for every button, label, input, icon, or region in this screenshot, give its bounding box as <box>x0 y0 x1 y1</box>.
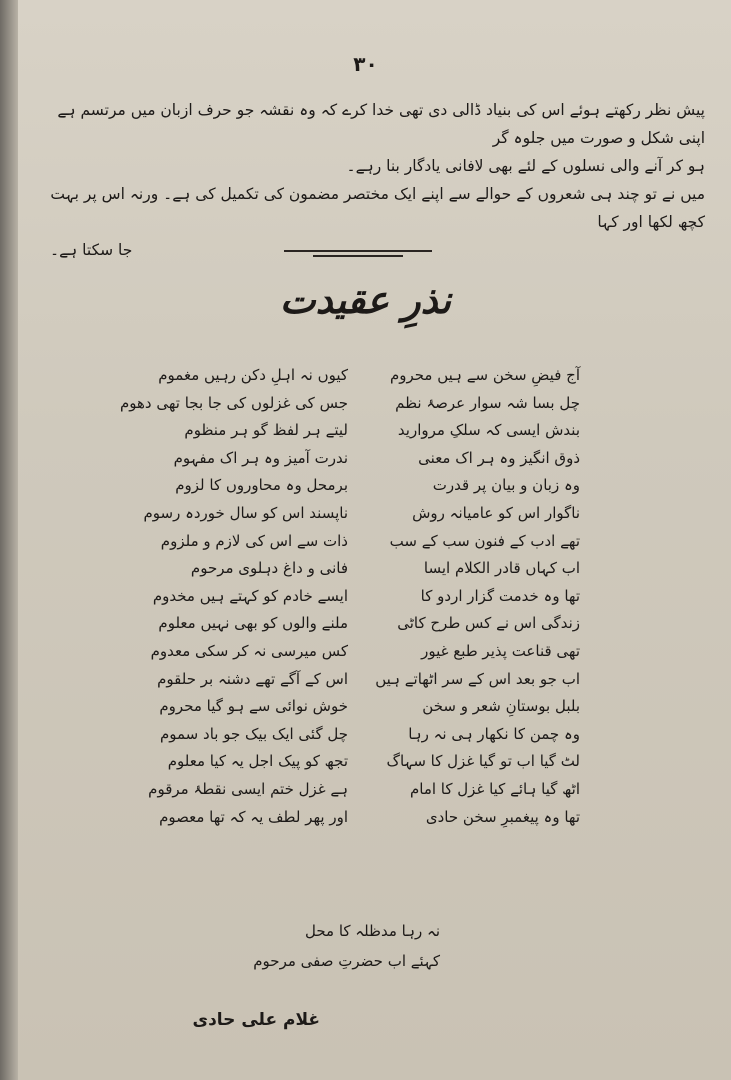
poem-title: نذرِ عقیدت <box>279 278 452 322</box>
poem-line: ملنے والوں کو بھی نہیں معلوم <box>158 614 348 633</box>
poem-line: کس میرسی نہ کر سکی معدوم <box>150 641 348 660</box>
closing-line: کہئے اب حضرتِ صفی مرحوم <box>253 952 440 970</box>
poem-line: ذوق انگیز وہ ہر اک معنی <box>418 448 580 467</box>
poem-line: اب کہاں قادر الکلام ایسا <box>423 559 580 578</box>
poem-line: برمحل وہ محاوروں کا لزوم <box>175 476 348 495</box>
poem-line: اب جو بعد اس کے سر اٹھاتے ہیں <box>375 669 580 688</box>
prose-line-4: جا سکتا ہے۔ <box>50 241 133 259</box>
poem-line: آج فیضِ سخن سے ہیں محروم <box>389 366 580 384</box>
poem-line: خوش نوائی سے ہو گیا محروم <box>159 697 348 716</box>
poem-line: ایسے خادم کو کہتے ہیں مخدوم <box>152 586 348 605</box>
poem-line: چل گئی ایک بیک جو باد سموم <box>159 724 348 743</box>
poem-line: فانی و داغ دہلوی مرحوم <box>190 559 348 578</box>
poem-line: بلبل بوستانِ شعر و سخن <box>422 697 580 716</box>
poem-line: تھی قناعت پذیر طبع غیور <box>421 641 580 660</box>
poem-line: لیتے ہر لفظ گو ہر منظوم <box>184 421 348 440</box>
poem-line: جس کی غزلوں کی جا بجا تھی دھوم <box>119 393 348 412</box>
poem-line: لٹ گیا اب تو گیا غزل کا سہاگ <box>386 752 580 771</box>
poem-line: وہ زبان و بیان پر قدرت <box>432 476 580 495</box>
poem-right-column <box>370 362 580 831</box>
poem-left-column <box>119 362 348 831</box>
poem-line: ذات سے اس کی لازم و ملزوم <box>160 531 348 550</box>
page-number: ۳۰ <box>353 52 378 76</box>
closing-line: نہ رہا مدظلہ کا محل <box>304 922 440 940</box>
poem-line: تھا وہ پیغمبرِ سخن حادی <box>425 807 580 826</box>
prose-line-1: پیش نظر رکھتے ہوئے اس کی بنیاد ڈالی دی تھی خدا کرے کہ وہ نقشہ جو حرف ازبان میں مرتسم ہے اپنی شکل و صورت میں جلوہ گر <box>57 101 705 147</box>
poem-line: ندرت آمیز وہ ہر اک مفہوم <box>173 448 348 467</box>
poem-line: چل بسا شہ سوار عرصۂ نظم <box>395 393 580 412</box>
poem-line: تھا وہ خدمت گزار اردو کا <box>420 586 580 605</box>
poem-line: اٹھ گیا ہائے کیا غزل کا امام <box>409 779 580 798</box>
poem-line: اور پھر لطف یہ کہ تھا معصوم <box>159 807 348 826</box>
poem-line: کیوں نہ اہلِ دکن رہیں مغموم <box>158 366 348 384</box>
poem-line: بندش ایسی کہ سلکِ مروارید <box>397 421 580 440</box>
section-divider <box>284 250 432 262</box>
prose-line-2: ہو کر آنے والی نسلوں کے لئے بھی لافانی یادگار بنا رہے۔ <box>346 157 705 175</box>
prose-line-3: میں نے تو چند ہی شعروں کے حوالے سے اپنے ایک مختصر مضمون کی تکمیل کی ہے۔ ورنہ اس پر بہت کچھ لکھا اور کہا <box>50 185 705 231</box>
poem-line: تھے ادب کے فنون سب کے سب <box>389 531 580 550</box>
poem-line: اس کے آگے تھے دشنہ بر حلقوم <box>157 669 348 688</box>
page-binding-edge <box>0 0 18 1080</box>
poem-closing-couplet <box>240 916 440 976</box>
poem-line: تجھ کو پیک اجل یہ کیا معلوم <box>167 752 348 771</box>
poem-line: زندگی اس نے کس طرح کاٹی <box>397 614 580 633</box>
poem-line: وہ چمن کا نکھار ہی نہ رہا <box>408 724 580 743</box>
prose-paragraph <box>50 96 705 264</box>
poem-line: ہے غزل ختم ایسی نقطۂ مرقوم <box>148 779 348 798</box>
author-signature: غلام علی حادی <box>192 1010 320 1030</box>
poem-line: ناگوار اس کو عامیانہ روش <box>412 503 580 522</box>
poem-line: ناپسند اس کو سال خوردہ رسوم <box>143 503 348 522</box>
